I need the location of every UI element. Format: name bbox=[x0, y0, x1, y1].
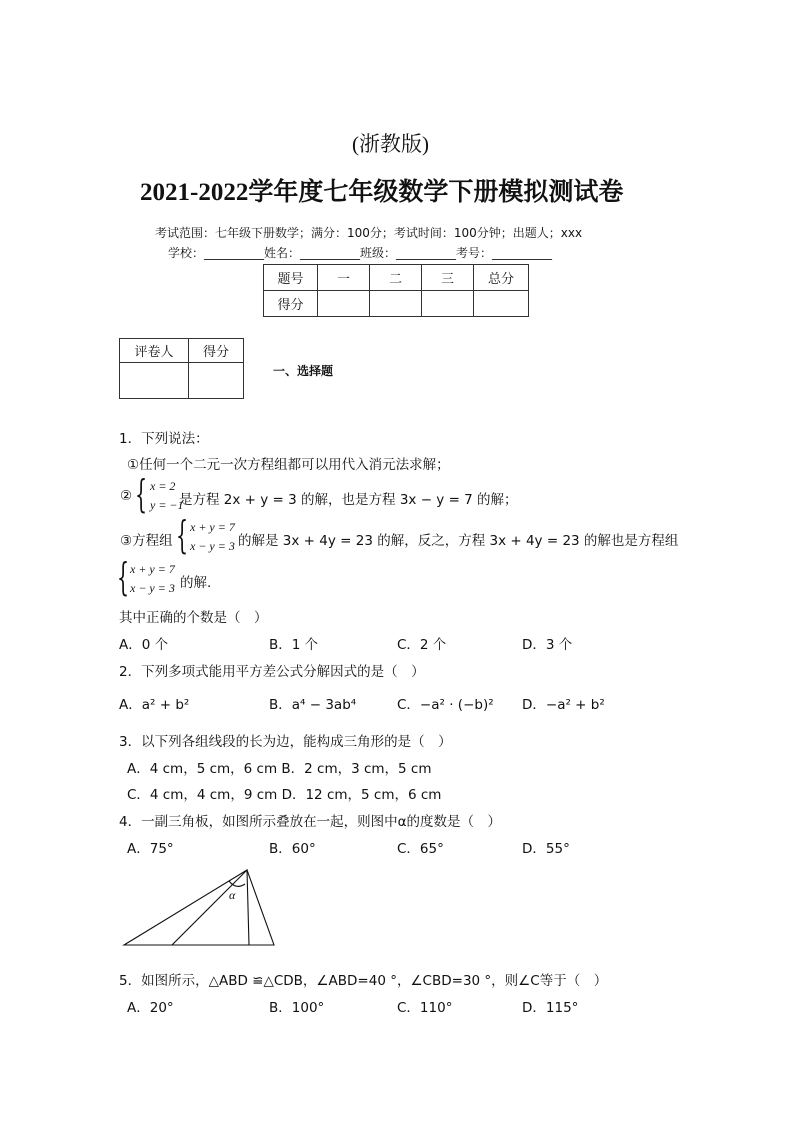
q4-stem: 4．一副三角板，如图所示叠放在一起，则图中α的度数是（ ） bbox=[119, 814, 501, 830]
q1-system-3b bbox=[130, 560, 175, 598]
q1-ask: 其中正确的个数是（ ） bbox=[119, 610, 268, 626]
score-table bbox=[263, 264, 529, 317]
grader-input-cell[interactable] bbox=[120, 363, 189, 399]
figure-triangle-large bbox=[124, 870, 274, 945]
exam-info: 考试范围：七年级下册数学；满分：100分；考试时间：100分钟；出题人；xxx bbox=[155, 226, 583, 240]
q4-option-b[interactable]: B．60° bbox=[269, 841, 316, 857]
q5-option-a[interactable]: A．20° bbox=[127, 1000, 174, 1016]
brace-symbol: { bbox=[117, 555, 130, 599]
q5-option-d[interactable]: D．115° bbox=[522, 1000, 579, 1016]
q4-option-a[interactable]: A．75° bbox=[127, 841, 174, 857]
q3-options-line-2[interactable]: C．4 cm，4 cm，9 cm D．12 cm，5 cm，6 cm bbox=[127, 787, 442, 803]
system-line: x + y = 7 bbox=[190, 520, 235, 534]
q5-stem: 5．如图所示，△ABD ≌△CDB，∠ABD=40 °，∠CBD=30 °，则∠C等于（ ） bbox=[119, 973, 608, 989]
q5-option-b[interactable]: B．100° bbox=[269, 1000, 325, 1016]
q4-option-c[interactable]: C．65° bbox=[397, 841, 444, 857]
grader-header: 得分 bbox=[189, 339, 244, 363]
score-input-cell[interactable] bbox=[318, 291, 370, 317]
q3-options-line-1[interactable]: A．4 cm，5 cm，6 cm B．2 cm，3 cm，5 cm bbox=[127, 761, 432, 777]
score-table-cell: 三 bbox=[422, 265, 474, 291]
exam-title: 2021-2022学年度七年级数学下册模拟测试卷 bbox=[140, 179, 624, 206]
q1-statement-3-prefix: ③方程组 bbox=[120, 533, 173, 549]
q1-statement-3-text: 的解是 3x + 4y = 23 的解，反之，方程 3x + 4y = 23 的解也是方程组 bbox=[238, 533, 679, 549]
student-fields: 学校：__________姓名：__________班级：__________考号：__________ bbox=[168, 246, 553, 260]
figure-triangle-small bbox=[172, 870, 249, 945]
score-input-cell[interactable] bbox=[474, 291, 529, 317]
q3-stem: 3．以下列各组线段的长为边，能构成三角形的是（ ） bbox=[119, 734, 452, 750]
alpha-label: α bbox=[229, 888, 236, 902]
brace-symbol: { bbox=[135, 472, 148, 516]
q1-option-b[interactable]: B．1 个 bbox=[269, 637, 319, 653]
q5-option-c[interactable]: C．110° bbox=[397, 1000, 453, 1016]
q1-system-3 bbox=[190, 518, 235, 556]
q1-option-d[interactable]: D．3 个 bbox=[522, 637, 573, 653]
grader-table bbox=[119, 338, 244, 399]
brace-symbol: { bbox=[176, 513, 189, 557]
system-line: y = −1 bbox=[150, 498, 184, 512]
score-table-cell: 题号 bbox=[264, 265, 318, 291]
section-title: 一、选择题 bbox=[273, 364, 334, 378]
system-line: x = 2 bbox=[150, 479, 176, 493]
system-line: x + y = 7 bbox=[130, 562, 175, 576]
q1-option-a[interactable]: A．0 个 bbox=[119, 637, 169, 653]
q2-option-c[interactable]: C．−a² · (−b)² bbox=[397, 697, 494, 713]
score-table-cell: 总分 bbox=[474, 265, 529, 291]
edition-label: (浙教版) bbox=[352, 132, 429, 156]
score-input-cell[interactable] bbox=[422, 291, 474, 317]
q1-statement-2-prefix: ② bbox=[120, 488, 133, 504]
q1-option-c[interactable]: C．2 个 bbox=[397, 637, 447, 653]
q2-option-d[interactable]: D．−a² + b² bbox=[522, 697, 605, 713]
score-input-cell[interactable] bbox=[370, 291, 422, 317]
grader-input-cell[interactable] bbox=[189, 363, 244, 399]
system-line: x − y = 3 bbox=[130, 581, 175, 595]
q2-option-b[interactable]: B．a⁴ − 3ab⁴ bbox=[269, 697, 357, 713]
score-table-cell: 二 bbox=[370, 265, 422, 291]
score-table-cell: 一 bbox=[318, 265, 370, 291]
q1-stem: 1．下列说法： bbox=[119, 431, 209, 447]
q2-stem: 2．下列多项式能用平方差公式分解因式的是（ ） bbox=[119, 664, 425, 680]
q1-statement-2-text: 是方程 2x + y = 3 的解，也是方程 3x − y = 7 的解； bbox=[179, 492, 518, 508]
q2-option-a[interactable]: A．a² + b² bbox=[119, 697, 190, 713]
grader-header: 评卷人 bbox=[120, 339, 189, 363]
q1-statement-1: ①任何一个二元一次方程组都可以用代入消元法求解； bbox=[127, 457, 450, 473]
score-table-cell: 得分 bbox=[264, 291, 318, 317]
q4-option-d[interactable]: D．55° bbox=[522, 841, 570, 857]
system-line: x − y = 3 bbox=[190, 539, 235, 553]
q1-statement-3-tail: 的解. bbox=[180, 575, 212, 591]
set-squares-figure bbox=[118, 862, 278, 950]
